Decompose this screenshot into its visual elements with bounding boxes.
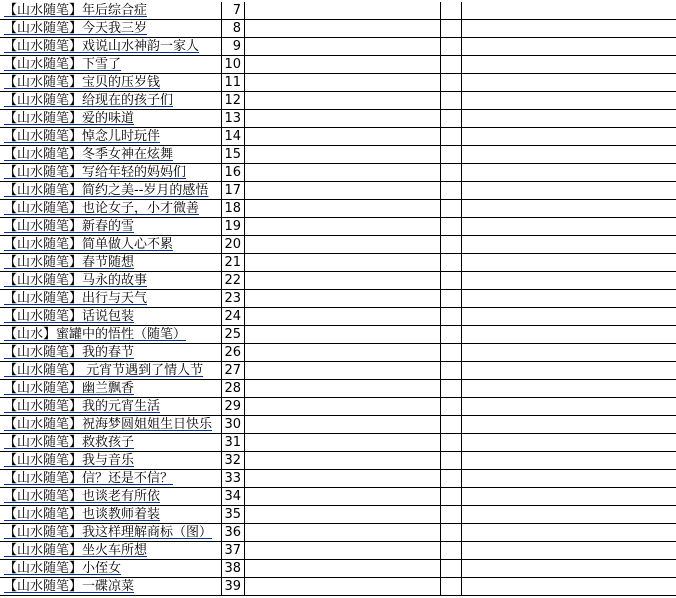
table-row — [0, 254, 676, 272]
empty-cell[interactable] — [245, 290, 441, 308]
title-cell[interactable] — [0, 362, 221, 380]
table-row — [0, 218, 676, 236]
empty-cell[interactable] — [462, 92, 676, 110]
empty-cell[interactable] — [462, 488, 676, 506]
table-row — [0, 542, 676, 560]
empty-cell[interactable] — [245, 542, 441, 560]
article-link[interactable]: 【山水随笔】坐火车所想 — [4, 543, 148, 558]
title-cell[interactable] — [0, 452, 221, 470]
number-cell[interactable]: 22 — [221, 272, 245, 290]
table-row — [0, 200, 676, 218]
title-cell[interactable] — [0, 38, 221, 56]
table-row — [0, 524, 676, 542]
number-cell[interactable]: 13 — [221, 110, 245, 128]
article-link[interactable]: 【山水随笔】我与音乐 — [4, 453, 135, 468]
empty-cell[interactable] — [462, 290, 676, 308]
title-cell[interactable] — [0, 308, 221, 326]
table-row — [0, 128, 676, 146]
title-cell[interactable] — [0, 542, 221, 560]
title-cell[interactable] — [0, 218, 221, 236]
empty-cell[interactable] — [462, 308, 676, 326]
article-link[interactable]: 【山水随笔】信？还是不信？ — [4, 471, 174, 486]
empty-cell[interactable] — [462, 272, 676, 290]
empty-cell[interactable] — [441, 380, 462, 398]
title-cell[interactable] — [0, 236, 221, 254]
empty-cell[interactable] — [245, 488, 441, 506]
number-cell[interactable]: 25 — [221, 326, 245, 344]
empty-cell[interactable] — [441, 560, 462, 578]
article-link[interactable]: 【山水随笔】我的春节 — [4, 345, 135, 360]
empty-cell[interactable] — [441, 542, 462, 560]
empty-cell[interactable] — [462, 2, 676, 20]
empty-cell[interactable] — [441, 110, 462, 128]
article-link[interactable]: 【山水随笔】写给年轻的妈妈们 — [4, 165, 187, 180]
empty-cell[interactable] — [441, 218, 462, 236]
article-link[interactable]: 【山水随笔】新春的雪 — [4, 219, 135, 234]
empty-cell[interactable] — [245, 236, 441, 254]
title-cell[interactable] — [0, 344, 221, 362]
empty-cell[interactable] — [441, 272, 462, 290]
empty-cell[interactable] — [462, 254, 676, 272]
empty-cell[interactable] — [441, 74, 462, 92]
empty-cell[interactable] — [462, 236, 676, 254]
article-link[interactable]: 【山水随笔】也谈教师着装 — [4, 507, 161, 522]
number-cell[interactable]: 11 — [221, 74, 245, 92]
title-cell[interactable] — [0, 128, 221, 146]
number-cell[interactable]: 26 — [221, 344, 245, 362]
empty-cell[interactable] — [441, 128, 462, 146]
number-cell[interactable]: 14 — [221, 128, 245, 146]
empty-cell[interactable] — [245, 74, 441, 92]
table-row — [0, 560, 676, 578]
title-cell[interactable] — [0, 416, 221, 434]
empty-cell[interactable] — [245, 506, 441, 524]
empty-cell[interactable] — [245, 254, 441, 272]
number-cell[interactable]: 24 — [221, 308, 245, 326]
title-cell[interactable] — [0, 182, 221, 200]
empty-cell[interactable] — [441, 308, 462, 326]
empty-cell[interactable] — [245, 110, 441, 128]
empty-cell[interactable] — [441, 398, 462, 416]
table-row — [0, 326, 676, 344]
empty-cell[interactable] — [462, 452, 676, 470]
number-cell[interactable]: 8 — [221, 20, 245, 38]
empty-cell[interactable] — [441, 236, 462, 254]
empty-cell[interactable] — [462, 110, 676, 128]
article-link[interactable]: 【山水随笔】冬季女神在炫舞 — [4, 147, 174, 162]
empty-cell[interactable] — [245, 560, 441, 578]
table-row — [0, 452, 676, 470]
number-cell[interactable]: 27 — [221, 362, 245, 380]
number-cell[interactable]: 39 — [221, 578, 245, 596]
number-cell[interactable]: 32 — [221, 452, 245, 470]
empty-cell[interactable] — [462, 470, 676, 488]
title-cell[interactable] — [0, 110, 221, 128]
empty-cell[interactable] — [245, 56, 441, 74]
title-cell[interactable] — [0, 164, 221, 182]
number-cell[interactable]: 37 — [221, 542, 245, 560]
title-cell[interactable] — [0, 488, 221, 506]
number-cell[interactable]: 19 — [221, 218, 245, 236]
title-cell[interactable] — [0, 470, 221, 488]
number-cell[interactable]: 15 — [221, 146, 245, 164]
title-cell[interactable] — [0, 506, 221, 524]
empty-cell[interactable] — [245, 470, 441, 488]
empty-cell[interactable] — [462, 128, 676, 146]
title-cell[interactable] — [0, 578, 221, 596]
number-cell[interactable]: 38 — [221, 560, 245, 578]
number-cell[interactable]: 29 — [221, 398, 245, 416]
table-row — [0, 470, 676, 488]
empty-cell[interactable] — [441, 38, 462, 56]
empty-cell[interactable] — [462, 434, 676, 452]
article-link[interactable]: 【山水随笔】简单做人心不累 — [4, 237, 174, 252]
empty-cell[interactable] — [441, 20, 462, 38]
empty-cell[interactable] — [462, 218, 676, 236]
empty-cell[interactable] — [462, 524, 676, 542]
number-cell[interactable]: 21 — [221, 254, 245, 272]
empty-cell[interactable] — [245, 218, 441, 236]
empty-cell[interactable] — [245, 362, 441, 380]
empty-cell[interactable] — [245, 164, 441, 182]
title-cell[interactable] — [0, 56, 221, 74]
table-row — [0, 92, 676, 110]
table-row — [0, 506, 676, 524]
empty-cell[interactable] — [245, 200, 441, 218]
title-cell[interactable] — [0, 290, 221, 308]
empty-cell[interactable] — [245, 578, 441, 596]
empty-cell[interactable] — [245, 308, 441, 326]
number-cell[interactable]: 9 — [221, 38, 245, 56]
number-cell[interactable]: 31 — [221, 434, 245, 452]
title-cell[interactable] — [0, 200, 221, 218]
empty-cell[interactable] — [462, 398, 676, 416]
article-link[interactable]: 【山水随笔】我这样理解商标（图） — [4, 525, 213, 540]
article-link[interactable]: 【山水随笔】爱的味道 — [4, 111, 135, 126]
empty-cell[interactable] — [462, 560, 676, 578]
empty-cell[interactable] — [462, 506, 676, 524]
table-row — [0, 146, 676, 164]
table-row — [0, 290, 676, 308]
empty-cell[interactable] — [441, 200, 462, 218]
empty-cell[interactable] — [245, 524, 441, 542]
empty-cell[interactable] — [441, 326, 462, 344]
empty-cell[interactable] — [245, 344, 441, 362]
article-link[interactable]: 【山水随笔】悼念儿时玩伴 — [4, 129, 161, 144]
empty-cell[interactable] — [441, 290, 462, 308]
empty-cell[interactable] — [441, 56, 462, 74]
empty-cell[interactable] — [245, 182, 441, 200]
empty-cell[interactable] — [441, 2, 462, 20]
title-cell[interactable] — [0, 326, 221, 344]
empty-cell[interactable] — [441, 146, 462, 164]
title-cell[interactable] — [0, 380, 221, 398]
empty-cell[interactable] — [441, 578, 462, 596]
number-cell[interactable]: 7 — [221, 2, 245, 20]
title-cell[interactable] — [0, 254, 221, 272]
empty-cell[interactable] — [462, 74, 676, 92]
empty-cell[interactable] — [245, 452, 441, 470]
article-link[interactable]: 【山水随笔】救救孩子 — [4, 435, 135, 450]
article-link[interactable]: 【山水随笔】出行与天气 — [4, 291, 148, 306]
empty-cell[interactable] — [441, 452, 462, 470]
number-cell[interactable]: 23 — [221, 290, 245, 308]
table-row — [0, 272, 676, 290]
empty-cell[interactable] — [462, 56, 676, 74]
article-link[interactable]: 【山水随笔】给现在的孩子们 — [4, 93, 174, 108]
table-row — [0, 20, 676, 38]
empty-cell[interactable] — [245, 326, 441, 344]
title-cell[interactable] — [0, 560, 221, 578]
table-row — [0, 74, 676, 92]
empty-cell[interactable] — [462, 146, 676, 164]
table-row — [0, 578, 676, 596]
empty-cell[interactable] — [462, 20, 676, 38]
title-cell[interactable] — [0, 524, 221, 542]
empty-cell[interactable] — [462, 362, 676, 380]
article-link[interactable]: 【山水随笔】幽兰飘香 — [4, 381, 135, 396]
number-cell[interactable]: 20 — [221, 236, 245, 254]
number-cell[interactable]: 33 — [221, 470, 245, 488]
empty-cell[interactable] — [462, 200, 676, 218]
table-row — [0, 110, 676, 128]
empty-cell[interactable] — [441, 524, 462, 542]
empty-cell[interactable] — [462, 326, 676, 344]
empty-cell[interactable] — [245, 128, 441, 146]
article-link[interactable]: 【山水随笔】小侄女 — [4, 561, 122, 576]
empty-cell[interactable] — [245, 272, 441, 290]
empty-cell[interactable] — [441, 488, 462, 506]
empty-cell[interactable] — [462, 164, 676, 182]
empty-cell[interactable] — [441, 92, 462, 110]
table-row — [0, 398, 676, 416]
table-row — [0, 488, 676, 506]
article-link[interactable]: 【山水随笔】下雪了 — [4, 57, 122, 72]
empty-cell[interactable] — [441, 362, 462, 380]
empty-cell[interactable] — [462, 542, 676, 560]
empty-cell[interactable] — [441, 164, 462, 182]
article-link[interactable]: 【山水随笔】今天我三岁 — [4, 21, 148, 36]
title-cell[interactable] — [0, 92, 221, 110]
article-link[interactable]: 【山水随笔】马永的故事 — [4, 273, 148, 288]
number-cell[interactable]: 10 — [221, 56, 245, 74]
number-cell[interactable]: 36 — [221, 524, 245, 542]
empty-cell[interactable] — [245, 398, 441, 416]
table-row — [0, 38, 676, 56]
empty-cell[interactable] — [245, 38, 441, 56]
empty-cell[interactable] — [462, 380, 676, 398]
article-link[interactable]: 【山水】蜜罐中的悟性（随笔） — [4, 327, 187, 342]
table-row — [0, 362, 676, 380]
title-cell[interactable] — [0, 434, 221, 452]
empty-cell[interactable] — [462, 182, 676, 200]
table-row — [0, 416, 676, 434]
article-link[interactable]: 【山水随笔】戏说山水神韵一家人 — [4, 39, 200, 54]
empty-cell[interactable] — [441, 182, 462, 200]
empty-cell[interactable] — [245, 92, 441, 110]
title-cell[interactable] — [0, 272, 221, 290]
number-cell[interactable]: 16 — [221, 164, 245, 182]
article-link[interactable]: 【山水随笔】也谈老有所依 — [4, 489, 161, 504]
empty-cell[interactable] — [462, 416, 676, 434]
table-row — [0, 2, 676, 20]
number-cell[interactable]: 17 — [221, 182, 245, 200]
article-link[interactable]: 【山水随笔】祝海梦圆姐姐生日快乐 — [4, 417, 213, 432]
title-cell[interactable] — [0, 398, 221, 416]
table-row — [0, 344, 676, 362]
empty-cell[interactable] — [462, 344, 676, 362]
number-cell[interactable]: 34 — [221, 488, 245, 506]
number-cell[interactable]: 30 — [221, 416, 245, 434]
empty-cell[interactable] — [245, 146, 441, 164]
title-cell[interactable] — [0, 74, 221, 92]
table-row — [0, 434, 676, 452]
empty-cell[interactable] — [441, 434, 462, 452]
article-link[interactable]: 【山水随笔】简约之美--岁月的感悟 — [4, 183, 209, 198]
article-link[interactable]: 【山水随笔】 元宵节遇到了情人节 — [4, 363, 204, 378]
empty-cell[interactable] — [441, 506, 462, 524]
title-cell[interactable] — [0, 2, 221, 20]
article-link[interactable]: 【山水随笔】我的元宵生活 — [4, 399, 161, 414]
table-row — [0, 164, 676, 182]
empty-cell[interactable] — [441, 254, 462, 272]
title-cell[interactable] — [0, 146, 221, 164]
title-cell[interactable] — [0, 20, 221, 38]
article-link[interactable]: 【山水随笔】春节随想 — [4, 255, 135, 270]
empty-cell[interactable] — [245, 20, 441, 38]
table-row — [0, 308, 676, 326]
empty-cell[interactable] — [441, 470, 462, 488]
article-link[interactable]: 【山水随笔】一碟凉菜 — [4, 579, 135, 594]
number-cell[interactable]: 35 — [221, 506, 245, 524]
empty-cell[interactable] — [245, 2, 441, 20]
table-row — [0, 236, 676, 254]
article-link[interactable]: 【山水随笔】也论女子，小才微善 — [4, 201, 200, 216]
empty-cell[interactable] — [462, 38, 676, 56]
article-link[interactable]: 【山水随笔】话说包装 — [4, 309, 135, 324]
number-cell[interactable]: 12 — [221, 92, 245, 110]
empty-cell[interactable] — [245, 416, 441, 434]
article-link[interactable]: 【山水随笔】宝贝的压岁钱 — [4, 75, 161, 90]
empty-cell[interactable] — [462, 578, 676, 596]
article-link[interactable]: 【山水随笔】年后综合症 — [4, 3, 148, 18]
empty-cell[interactable] — [441, 344, 462, 362]
empty-cell[interactable] — [245, 434, 441, 452]
table-row — [0, 56, 676, 74]
number-cell[interactable]: 28 — [221, 380, 245, 398]
number-cell[interactable]: 18 — [221, 200, 245, 218]
empty-cell[interactable] — [245, 380, 441, 398]
empty-cell[interactable] — [441, 416, 462, 434]
table-row — [0, 380, 676, 398]
table-row — [0, 182, 676, 200]
